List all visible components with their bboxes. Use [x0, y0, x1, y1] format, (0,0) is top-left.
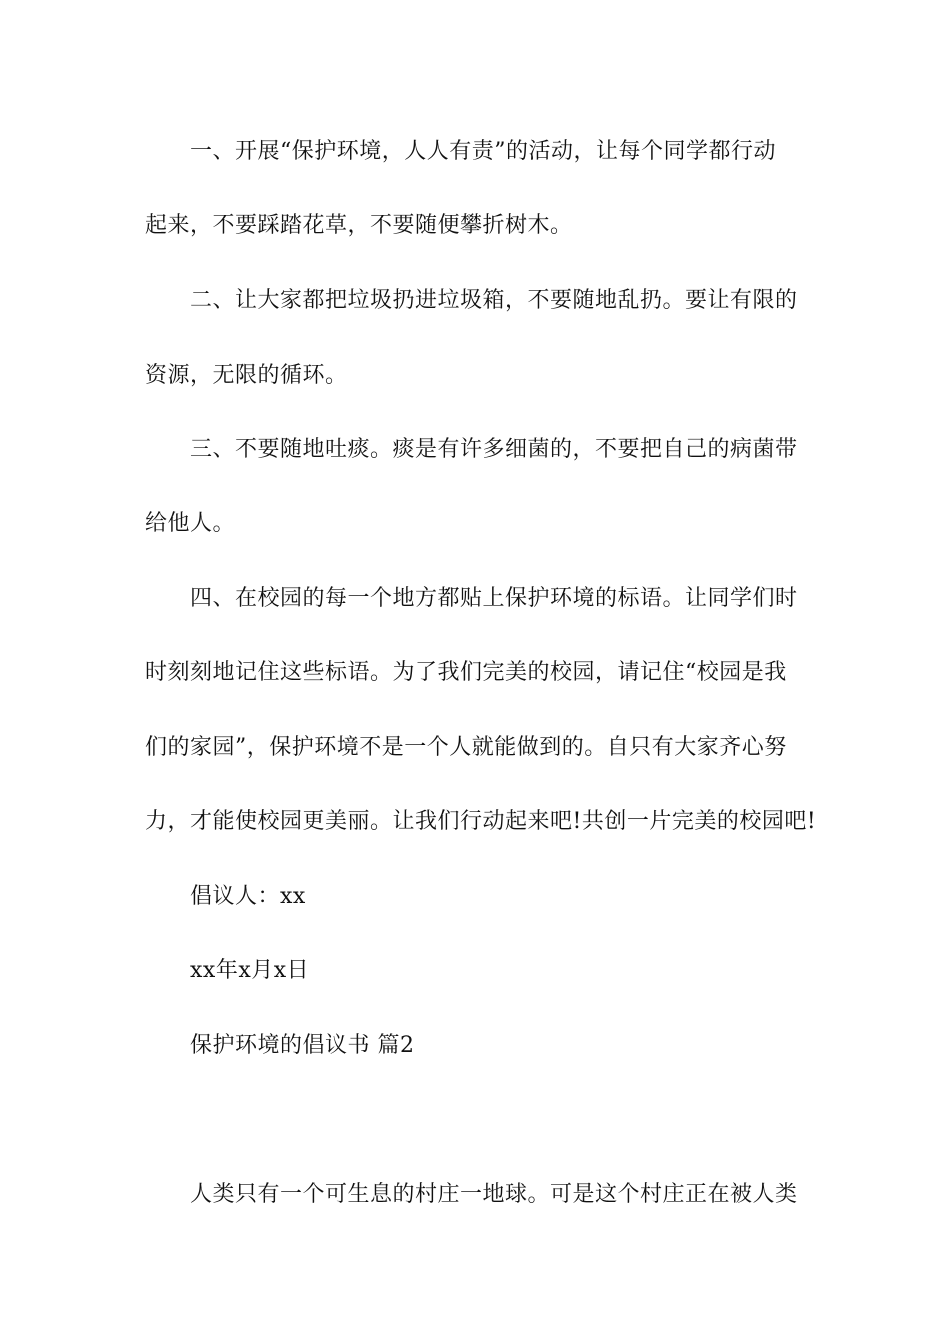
paragraph-4-line-2: 时刻刻地记住这些标语。为了我们完美的校园，请记住“校园是我 — [145, 660, 787, 685]
section-heading: 保护环境的倡议书 篇2 — [190, 1033, 415, 1058]
paragraph-4-line-4: 力，才能使校园更美丽。让我们行动起来吧!共创一片完美的校园吧! — [145, 809, 817, 834]
paragraph-3-line-1: 三、不要随地吐痰。痰是有许多细菌的，不要把自己的病菌带 — [190, 437, 798, 462]
signatory-line: 倡议人：xx — [190, 884, 306, 909]
date-line: xx年x月x日 — [190, 958, 310, 983]
paragraph-2-line-2: 资源，无限的循环。 — [145, 363, 348, 388]
paragraph-2-line-1: 二、让大家都把垃圾扔进垃圾箱，不要随地乱扔。要让有限的 — [190, 288, 798, 313]
paragraph-4-line-3: 们的家园”，保护环境不是一个人就能做到的。自只有大家齐心努 — [145, 735, 787, 760]
paragraph-4-line-1: 四、在校园的每一个地方都贴上保护环境的标语。让同学们时 — [190, 586, 798, 611]
paragraph-1-line-1: 一、开展“保护环境，人人有责”的活动，让每个同学都行动 — [190, 139, 776, 164]
paragraph-3-line-2: 给他人。 — [145, 511, 236, 536]
paragraph-1-line-2: 起来，不要踩踏花草，不要随便攀折树木。 — [145, 213, 573, 238]
paragraph-5-line-1: 人类只有一个可生息的村庄一地球。可是这个村庄正在被人类 — [190, 1182, 798, 1207]
